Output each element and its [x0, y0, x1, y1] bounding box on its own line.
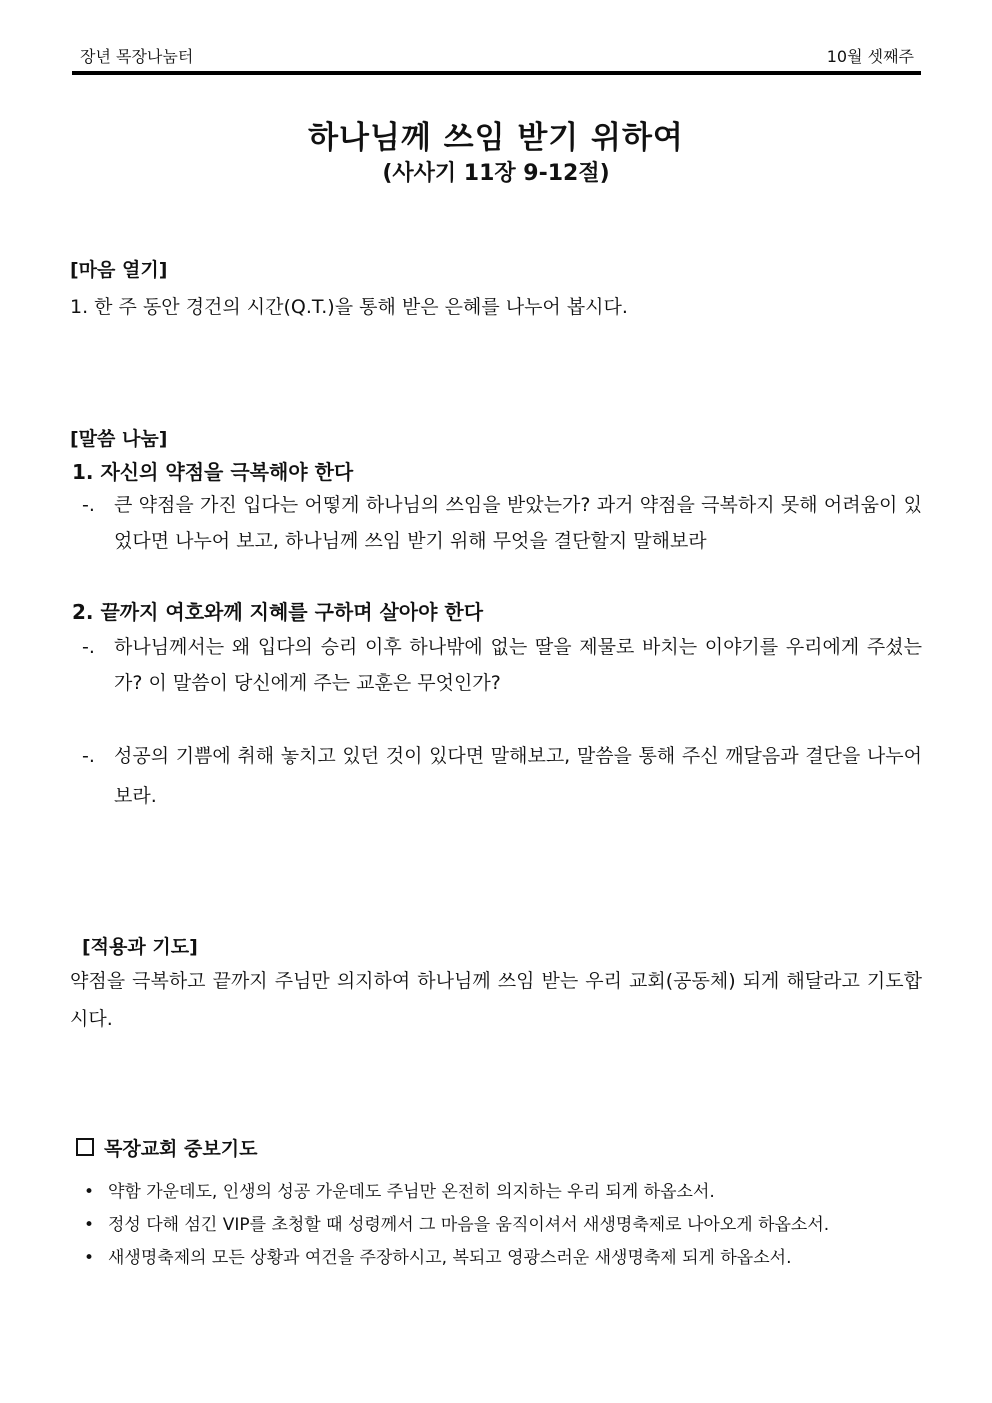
question-text: 하나님께서는 왜 입다의 승리 이후 하나밖에 없는 딸을 제물로 바치는 이야기를 우리에게 주셨는가? 이 말씀이 당신에게 주는 교훈은 무엇인가? — [114, 636, 922, 694]
scripture-reference: (사사기 11장 9-12절) — [382, 161, 610, 186]
point-1-title: 1. 자신의 약점을 극복해야 한다 — [72, 460, 354, 484]
question-text: 큰 약점을 가진 입다는 어떻게 하나님의 쓰임을 받았는가? 과거 약점을 극복하지 못해 어려움이 있었다면 나누어 보고, 하나님께 쓰임 받기 위해 무엇을 결단할지 말해보라 — [114, 494, 922, 552]
list-item — [84, 1176, 924, 1209]
opening-heading: [마음 열기] — [70, 259, 168, 281]
dash-marker: -. — [82, 494, 95, 516]
intercession-heading — [76, 1134, 257, 1161]
intercession-list — [84, 1176, 924, 1275]
point-2-question-2 — [82, 736, 922, 816]
bullet-icon: • — [84, 1215, 95, 1235]
list-item-text: 약함 가운데도, 인생의 성공 가운데도 주님만 온전히 의지하는 우리 되게 하옵소서. — [108, 1182, 715, 1202]
list-item-text: 새생명축제의 모든 상황과 여건을 주장하시고, 복되고 영광스러운 새생명축제 되게 하옵소서. — [108, 1248, 792, 1268]
header-week: 10월 셋째주 — [826, 47, 914, 66]
header-group-name: 장년 목장나눔터 — [80, 47, 194, 66]
prayer-heading: [적용과 기도] — [82, 936, 198, 958]
list-item — [84, 1209, 924, 1242]
word-heading: [말씀 나눔] — [70, 428, 168, 450]
point-2-question-1 — [82, 629, 922, 701]
header-divider — [72, 71, 921, 75]
list-item-text: 정성 다해 섬긴 VIP를 초청할 때 성령께서 그 마음을 움직이셔서 새생명축제로 나아오게 하옵소서. — [108, 1215, 830, 1235]
bullet-icon: • — [84, 1248, 95, 1268]
opening-item-1: 1. 한 주 동안 경건의 시간(Q.T.)을 통해 받은 은혜를 나누어 봅시다. — [70, 296, 628, 318]
point-2-title: 2. 끝까지 여호와께 지혜를 구하며 살아야 한다 — [72, 600, 484, 624]
question-text: 성공의 기쁨에 취해 놓치고 있던 것이 있다면 말해보고, 말씀을 통해 주신 깨달음과 결단을 나누어 보라. — [114, 745, 922, 807]
square-bullet-icon — [76, 1138, 94, 1156]
dash-marker: -. — [82, 636, 95, 658]
intercession-heading-label: 목장교회 중보기도 — [104, 1138, 258, 1160]
page-title: 하나님께 쓰임 받기 위하여 — [308, 120, 684, 156]
list-item — [84, 1242, 924, 1275]
point-1-question-1 — [82, 487, 922, 559]
dash-marker: -. — [82, 745, 95, 767]
prayer-text: 약점을 극복하고 끝까지 주님만 의지하여 하나님께 쓰임 받는 우리 교회(공동체) 되게 해달라고 기도합시다. — [70, 970, 922, 1030]
page-header — [72, 44, 920, 66]
bullet-icon: • — [84, 1182, 95, 1202]
